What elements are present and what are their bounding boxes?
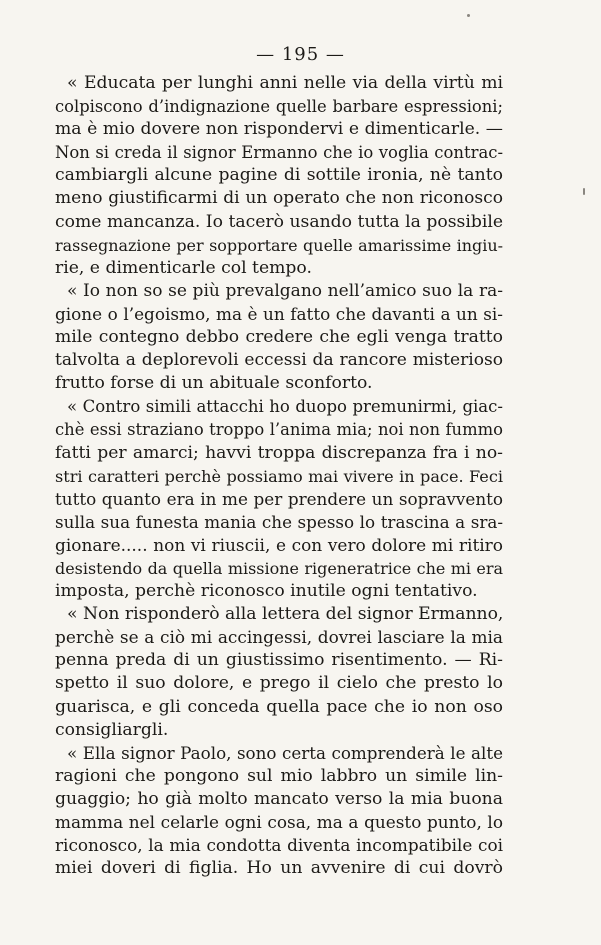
text-line: mile contegno debbo credere che egli venga tratto bbox=[55, 327, 503, 348]
text-line: sulla sua funesta mania che spesso lo trascina a sra- bbox=[55, 511, 503, 532]
text-line: ma è mio dovere non rispondervi e dimenticarle. — bbox=[55, 119, 503, 140]
text-line: Non si creda il signor Ermanno che io voglia contrac- bbox=[55, 143, 503, 163]
text-line: desistendo da quella missione rigeneratrice che mi era bbox=[55, 558, 503, 578]
text-line: perchè se a ciò mi accingessi, dovrei lasciare la mia bbox=[55, 627, 503, 648]
text-line: meno giustificarmi di un operato che non riconosco bbox=[55, 188, 503, 209]
text-line: rie, e dimenticarle col tempo. bbox=[55, 257, 312, 278]
text-line: imposta, perchè riconosco inutile ogni tentativo. bbox=[55, 581, 478, 602]
text-line: tutto quanto era in me per prendere un sopravvento bbox=[55, 488, 503, 509]
text-line: miei doveri di figlia. Ho un avvenire di cui dovrò bbox=[55, 858, 503, 879]
body-text bbox=[55, 72, 503, 880]
text-line: chè essi straziano troppo l’anima mia; noi non fummo bbox=[55, 420, 503, 440]
text-line: consigliargli. bbox=[55, 719, 169, 740]
text-line: cambiargli alcune pagine di sottile ironia, nè tanto bbox=[55, 165, 503, 186]
text-line: « Contro simili attacchi ho duopo premunirmi, giac- bbox=[67, 397, 503, 417]
text-line: spetto il suo dolore, e prego il cielo che presto lo bbox=[55, 673, 503, 694]
text-line: guaggio; ho già molto mancato verso la mia buona bbox=[55, 788, 503, 809]
text-line: penna preda di un giustissimo risentimento. — Ri- bbox=[55, 650, 503, 671]
text-line: colpiscono d’indignazione quelle barbare espressioni; bbox=[55, 97, 503, 117]
text-line: mamma nel celarle ogni cosa, ma a questo punto, lo bbox=[55, 812, 503, 832]
page-number: — 195 — bbox=[256, 44, 345, 65]
text-line: gione o l’egoismo, ma è un fatto che davanti a un si- bbox=[55, 303, 503, 324]
paper-speck bbox=[467, 14, 470, 17]
text-line: gionare..... non vi riuscii, e con vero dolore mi ritiro bbox=[55, 534, 503, 555]
paper-speck bbox=[583, 188, 585, 195]
text-line: « Non risponderò alla lettera del signor Ermanno, bbox=[67, 604, 504, 625]
text-line: come mancanza. Io tacerò usando tutta la possibile bbox=[55, 211, 503, 232]
text-line: riconosco, la mia condotta diventa incompatibile coi bbox=[55, 835, 503, 856]
text-line: ragioni che pongono sul mio labbro un simile lin- bbox=[55, 765, 503, 786]
text-line: « Io non so se più prevalgano nell’amico suo la ra- bbox=[67, 280, 503, 301]
text-line: guarisca, e gli conceda quella pace che io non oso bbox=[55, 696, 503, 717]
text-line: stri caratteri perchè possiamo mai vivere in pace. Feci bbox=[55, 466, 503, 486]
text-line: rassegnazione per sopportare quelle amarissime ingiu- bbox=[55, 235, 503, 255]
text-line: « Ella signor Paolo, sono certa comprenderà le alte bbox=[67, 742, 503, 763]
text-line: fatti per amarci; havvi troppa discrepanza fra i no- bbox=[55, 442, 503, 463]
text-line: talvolta a deplorevoli eccessi da rancore misterioso bbox=[55, 350, 503, 371]
text-line: frutto forse di un abituale sconforto. bbox=[55, 373, 373, 394]
text-line: « Educata per lunghi anni nelle via della virtù mi bbox=[67, 73, 503, 93]
